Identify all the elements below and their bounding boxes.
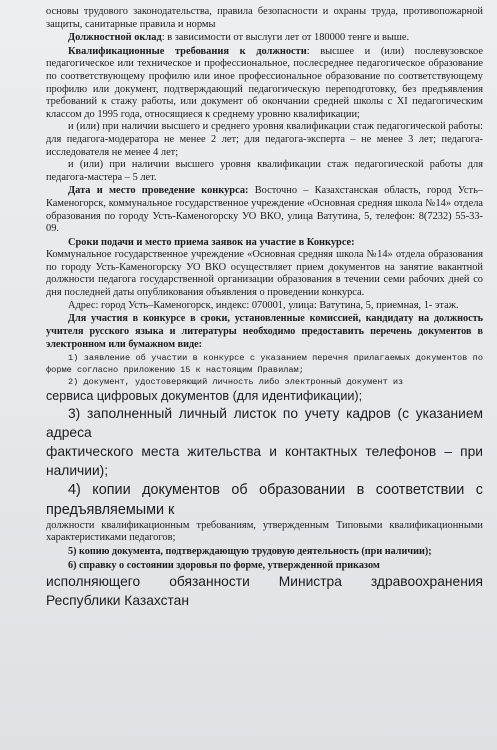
- document-item-4-line-2: должности квалификационным требованиям, утвержденным Типовыми квалификационными характеристиками педагогов;: [46, 519, 483, 544]
- deadline-heading: Сроки подачи и место приема заявок на участие в Конкурсе:: [68, 236, 355, 248]
- venue-paragraph: [46, 185, 483, 235]
- venue-label: Дата и место проведение конкурса:: [68, 185, 249, 197]
- document-item-3-line-1: 3) заполненный личный листок по учету кадров (с указанием адреса: [46, 405, 483, 440]
- deadline-paragraph: Коммунальное государственное учреждение «Основная средняя школа №14» отдела образования по городу Усть-Каменогорску УО ВКО осуществляет прием документов на занятие вакантной должности педагога государственной организации образования в течении семи рабочих дней со дня последней даты опубликования объявления о проведении конкурса.: [46, 249, 483, 299]
- salary-text: : в зависимости от выслуги лет от 180000 тенге и выше.: [161, 32, 410, 44]
- qualification-paragraph-3: и (или) при наличии высшего уровня квалификации стаж педагогической работы для педагога-мастера – 5 лет.: [46, 159, 483, 183]
- document-item-1: 1) заявление об участии в конкурсе с указанием перечня прилагаемых документов по форме согласно приложению 15 к настоящим Правилам;: [46, 352, 483, 375]
- qualification-paragraph-2: и (или) при наличии высшего и среднего уровня квалификации стаж педагогической работы: для педагога-модератора не менее 2 лет; для педагога-эксперта – не менее 3 лет; педагога-исследователя не менее 4 лет;: [46, 121, 483, 158]
- document-item-2-line-1: 2) документ, удостоверяющий личность либо электронный документ из: [68, 376, 404, 387]
- duties-paragraph: основы трудового законодательства, правила безопасности и охраны труда, противопожарной защиты, санитарные правила и нормы: [46, 6, 483, 30]
- document-item-6-line-2: исполняющего обязанности Министра здравоохранения Республики Казахстан: [46, 574, 483, 609]
- document-item-4-line-1: 4) копии документов об образовании в соответствии с предъявляемыми к: [46, 481, 483, 518]
- address-paragraph: Адрес: город Усть–Каменогорск, индекс: 070001, улица: Ватутина, 5, приемная, 1- этаж.: [68, 299, 459, 311]
- salary-label: Должностной оклад: [68, 32, 162, 44]
- document-item-6-line-1: 6) справку о состоянии здоровья по форме, утвержденной приказом: [68, 559, 380, 571]
- qualification-label: Квалификационные требования к должности: [68, 45, 307, 57]
- document-item-5: 5) копию документа, подтверждающую трудовую деятельность (при наличии);: [68, 545, 432, 557]
- qualification-text: : высшее и (или) послевузовское педагогическое или техническое и профессиональное, послесреднее педагогическое образование по соответствующему профилю или иное профессиональное образование по соответствующему профилю или документ, подтверждающий педагогическую переподготовку, без предъявления требований к стажу работы, или документ об окончании средней школы с XI педагогическим классом до 1995 года, относящиеся к среднему уровню квалификации;: [46, 45, 483, 120]
- venue-text: Восточно – Казахстанская область, город Усть–Каменогорск, коммунальное государственное учреждение «Основная средняя школа №14» отдела образования по городу Усть-Каменогорску УО ВКО, улица Ватутина, 5, телефон: 8(7232) 55-33-09.: [46, 185, 484, 235]
- salary-paragraph: [46, 32, 483, 45]
- qualification-paragraph: [46, 46, 483, 122]
- document-item-2-line-2: сервиса цифровых документов (для идентификации);: [46, 388, 363, 403]
- documents-heading: Для участия в конкурсе в сроки, установленные комиссией, кандидату на должность учителя русского языка и литературы необходимо предоставить перечень документов в электронном или бумажном виде:: [46, 313, 483, 350]
- document-item-3-line-2: фактического места жительства и контактных телефонов – при наличии);: [46, 443, 483, 478]
